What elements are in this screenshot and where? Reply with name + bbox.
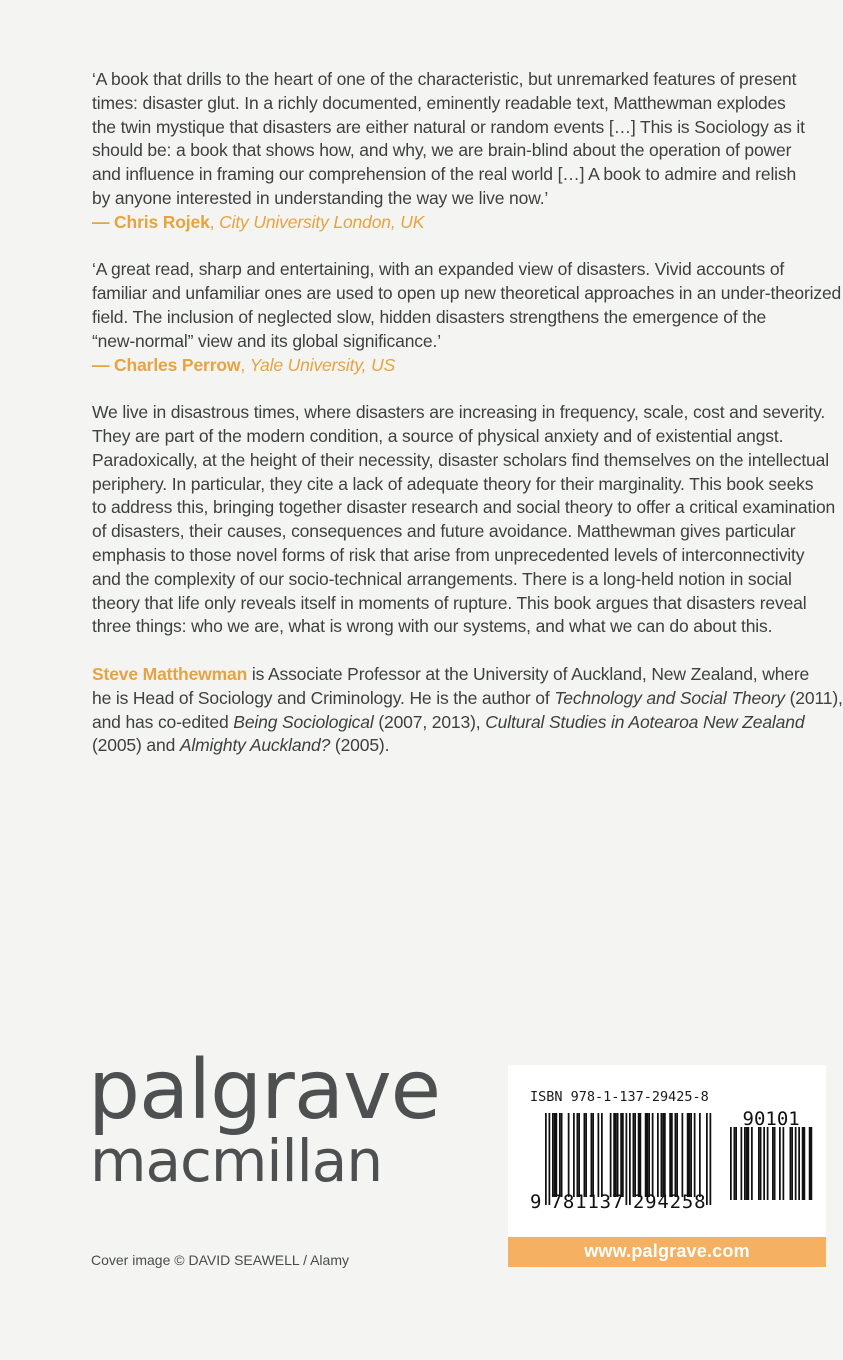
barcode-bar — [669, 1113, 671, 1197]
book-title: Cultural Studies in Aotearoa New Zealand — [485, 711, 805, 732]
barcode-bar — [675, 1113, 677, 1197]
logo-palgrave: palgrave — [88, 1043, 441, 1138]
addon-bar — [804, 1127, 806, 1200]
back-cover-text — [92, 68, 843, 782]
barcode-digit: 1 — [587, 1191, 599, 1213]
description-line: and the complexity of our socio-technical arrangements. There is a long-held notion in social — [92, 568, 792, 589]
addon-bar — [783, 1127, 785, 1200]
barcode-digit: 9 — [530, 1191, 542, 1213]
barcode-bar — [710, 1113, 712, 1205]
author-bio — [92, 663, 843, 758]
barcode-bar — [671, 1113, 673, 1197]
barcode-digit: 8 — [694, 1191, 706, 1213]
barcode-bar — [620, 1113, 622, 1197]
book-description — [92, 401, 836, 639]
barcode-digit: 4 — [657, 1191, 669, 1213]
description-line: three things: who we are, what is wrong with our systems, and what we can do about this. — [92, 616, 773, 637]
addon-bar — [763, 1127, 765, 1200]
bio-text: (2011), — [784, 687, 843, 708]
quote-line: ‘A great read, sharp and entertaining, with an expanded view of disasters. Vivid accounts of — [92, 259, 785, 280]
description-line: periphery. In particular, they cite a lack of adequate theory for their marginality. This book seeks — [92, 473, 814, 494]
bio-text: is Associate Professor at the University of Auckland, New Zealand, where — [247, 663, 810, 684]
barcode-bar — [622, 1113, 624, 1197]
quote-line: “new-normal” view and its global significance.’ — [92, 330, 441, 351]
bio-text: he is Head of Sociology and Criminology. He is the author of — [92, 687, 555, 708]
barcode-bar — [687, 1113, 689, 1197]
addon-bar — [748, 1127, 750, 1200]
addon-bar — [760, 1127, 762, 1200]
barcode-bar — [645, 1113, 647, 1197]
barcode-digit: 2 — [632, 1191, 645, 1213]
barcode-bar — [577, 1113, 579, 1197]
quote-author: — Charles Perrow — [92, 354, 241, 375]
isbn-barcode — [508, 1065, 826, 1237]
addon-bar — [795, 1127, 797, 1200]
website-link[interactable]: www.palgrave.com — [584, 1241, 750, 1261]
quote-line: should be: a book that shows how, and why, we are brain-blind about the operation of power — [92, 140, 792, 161]
description-line: to address this, bringing together disaster research and social theory to offer a critical examination — [92, 497, 836, 518]
barcode-bar — [591, 1113, 593, 1197]
quote-line: the twin mystique that disasters are either natural or random events […] This is Sociology as it — [92, 116, 805, 137]
addon-bar — [730, 1127, 732, 1200]
barcode-bar — [647, 1113, 649, 1197]
quote-line: by anyone interested in understanding the way we live now.’ — [92, 187, 549, 208]
barcode-digit: 8 — [562, 1191, 575, 1213]
addon-bar — [744, 1127, 746, 1200]
bio-text: (2007, 2013), — [373, 711, 486, 732]
logo-macmillan: macmillan — [90, 1127, 383, 1195]
barcode-bar — [552, 1113, 554, 1197]
barcode-digit: 2 — [669, 1191, 682, 1213]
addon-bar — [734, 1127, 736, 1200]
book-title: Being Sociological — [233, 711, 374, 732]
addon-bar — [772, 1127, 774, 1200]
barcode-bar — [601, 1113, 603, 1197]
quote-attribution: — Chris Rojek, City University London, UK — [92, 211, 425, 232]
barcode-bar — [661, 1113, 663, 1197]
barcode-bar — [638, 1113, 640, 1197]
description-line: They are part of the modern condition, a source of physical anxiety and of existential angst. — [92, 425, 784, 446]
quote-line: ‘A book that drills to the heart of one of the characteristic, but unremarked features of present — [92, 69, 797, 89]
quote-line: familiar and unfamiliar ones are used to open up new theoretical approaches in an under-theorized — [92, 283, 842, 304]
quote-author: — Chris Rojek — [92, 211, 210, 232]
barcode-bar — [652, 1113, 654, 1197]
barcode-bar — [626, 1113, 628, 1205]
addon-bar — [779, 1127, 781, 1200]
barcode-bar — [556, 1113, 558, 1197]
quote-attribution: — Charles Perrow, Yale University, US — [92, 354, 396, 375]
addon-bar — [774, 1127, 776, 1200]
description-line: emphasis to those novel forms of risk that arise from unprecedented levels of interconnectivity — [92, 544, 805, 565]
barcode-bar — [598, 1113, 600, 1197]
quote-affiliation: Yale University, US — [249, 354, 396, 375]
quote-perrow — [92, 258, 842, 377]
barcode-bar — [610, 1113, 612, 1197]
barcode-bar — [615, 1113, 617, 1197]
barcode-bar — [585, 1113, 587, 1197]
barcode-bar — [578, 1113, 580, 1197]
author-name: Steve Matthewman — [92, 663, 248, 684]
barcode-bar — [633, 1113, 635, 1197]
barcode-digit: 5 — [681, 1191, 694, 1213]
barcode-bar — [640, 1113, 642, 1197]
barcode-bar — [664, 1113, 666, 1197]
addon-digits: 90101 — [742, 1108, 800, 1130]
quote-line: and influence in framing our comprehension of the real world […] A book to admire and relish — [92, 164, 797, 185]
barcode-bar — [662, 1113, 664, 1197]
barcode-bar — [559, 1113, 561, 1197]
barcode-bar — [561, 1113, 563, 1197]
isbn-label: ISBN 978-1-137-29425-8 — [530, 1089, 709, 1105]
addon-bar — [741, 1127, 743, 1200]
addon-bar — [798, 1127, 800, 1200]
quote-affiliation: City University London, UK — [219, 211, 425, 232]
barcode-bar — [634, 1113, 636, 1197]
barcode-bar — [613, 1113, 615, 1197]
barcode-bar — [584, 1113, 586, 1197]
addon-bar — [809, 1127, 811, 1200]
book-title: Almighty Auckland? — [179, 735, 331, 756]
addon-bar — [811, 1127, 813, 1200]
description-line: of disasters, their causes, consequences and future avoidance. Matthewman gives particular — [92, 521, 796, 542]
bio-text: and has co-edited — [92, 711, 234, 732]
book-title: Technology and Social Theory — [554, 687, 785, 708]
barcode-bar — [617, 1113, 619, 1197]
addon-bar — [751, 1127, 753, 1200]
addon-bar — [767, 1127, 769, 1200]
addon-bar — [790, 1127, 792, 1200]
bio-line — [92, 734, 832, 758]
description-line: Paradoxically, at the height of their necessity, disaster scholars find themselves on the intellectual — [92, 449, 829, 470]
quote-line: field. The inclusion of neglected slow, hidden disasters strengthens the emergence of the — [92, 306, 767, 327]
addon-bar — [746, 1127, 748, 1200]
barcode-bar — [690, 1113, 692, 1197]
addon-bar — [735, 1127, 737, 1200]
barcode-bar — [706, 1113, 708, 1205]
description-line: theory that life only reveals itself in moments of rupture. This book argues that disasters reveal — [92, 592, 807, 613]
addon-bar — [791, 1127, 793, 1200]
bio-line — [92, 663, 832, 687]
barcode-digit: 9 — [645, 1191, 657, 1213]
quote-line: times: disaster glut. In a richly documented, eminently readable text, Matthewman explodes — [92, 92, 786, 113]
barcode-bar — [682, 1113, 684, 1197]
cover-image-credit: Cover image © DAVID SEAWELL / Alamy — [91, 1252, 349, 1268]
barcode-bar — [592, 1113, 594, 1197]
barcode-bar — [689, 1113, 691, 1197]
bio-text: (2005) and — [92, 735, 180, 756]
addon-bar — [802, 1127, 804, 1200]
barcode-digit: 7 — [550, 1191, 563, 1213]
barcode-bar — [629, 1113, 631, 1205]
barcode-bar — [545, 1113, 547, 1205]
barcode-bar — [694, 1113, 696, 1197]
website-band[interactable] — [508, 1237, 826, 1267]
barcode-digit: 7 — [611, 1191, 624, 1213]
barcode-bar — [699, 1113, 701, 1197]
barcode-bar — [657, 1113, 659, 1197]
barcode-bar — [573, 1113, 575, 1197]
description-line: We live in disastrous times, where disasters are increasing in frequency, scale, cost and severity. — [92, 402, 826, 423]
barcode-panel — [508, 1065, 826, 1237]
addon-bar — [758, 1127, 760, 1200]
barcode-bar — [676, 1113, 678, 1197]
barcode-digit: 3 — [599, 1191, 612, 1213]
bio-text: (2005). — [330, 735, 390, 756]
barcode-bar — [554, 1113, 556, 1197]
bio-line — [92, 711, 832, 735]
barcode-bar — [648, 1113, 650, 1197]
bio-line — [92, 687, 843, 711]
quote-rojek — [92, 68, 832, 235]
barcode-digit: 1 — [575, 1191, 587, 1213]
barcode-bar — [568, 1113, 570, 1197]
